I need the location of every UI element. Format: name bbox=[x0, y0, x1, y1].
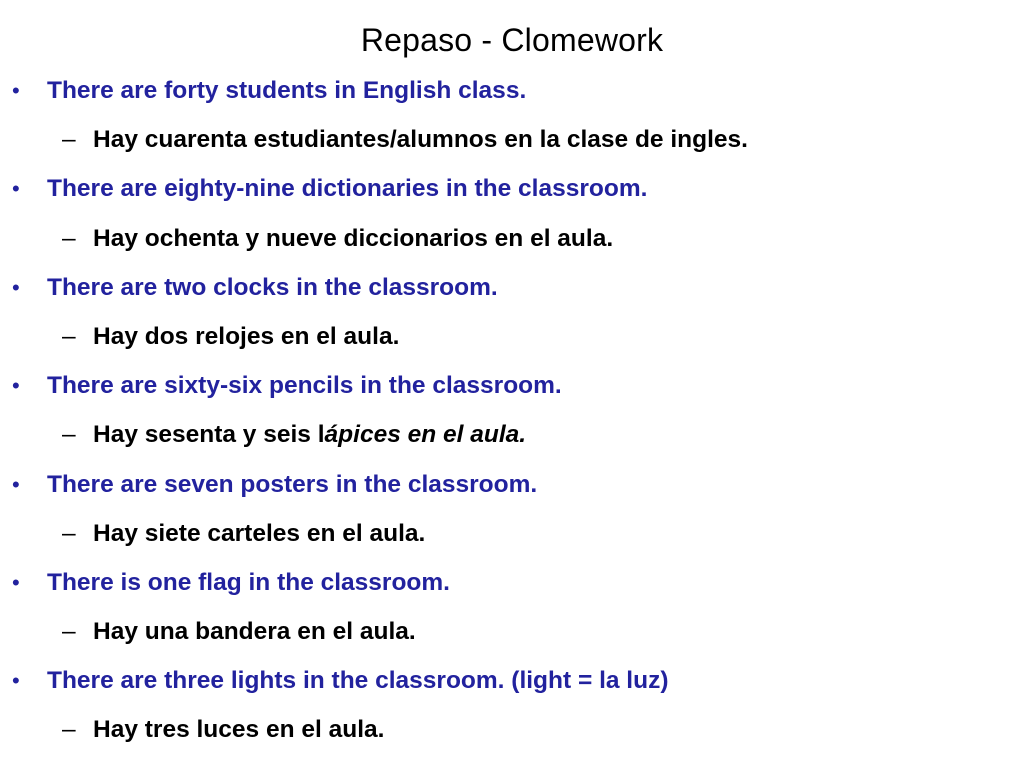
bullet-icon: • bbox=[12, 471, 20, 497]
bullet-icon: • bbox=[12, 176, 20, 202]
english-sentence-text: There is one flag in the classroom. bbox=[47, 568, 450, 596]
english-sentence-text: There are three lights in the classroom. (light = la luz) bbox=[47, 667, 669, 695]
spanish-translation-text: Hay tres luces en el aula. bbox=[93, 716, 385, 744]
spanish-translation-2 bbox=[0, 222, 1024, 271]
dash-icon: – bbox=[62, 322, 76, 350]
dash-icon: – bbox=[62, 716, 76, 744]
slide-title: Repaso - Clomework bbox=[360, 22, 664, 58]
spanish-translation-1 bbox=[0, 123, 1024, 172]
english-sentence-text: There are forty students in English class. bbox=[47, 77, 527, 104]
spanish-translation-6 bbox=[0, 615, 1024, 664]
english-sentence-1 bbox=[0, 74, 1024, 123]
bullet-list bbox=[0, 74, 1024, 763]
spanish-translation-text: Hay cuarenta estudiantes/alumnos en la clase de ingles. bbox=[93, 126, 748, 154]
dash-icon: – bbox=[62, 421, 76, 449]
bullet-icon: • bbox=[12, 78, 20, 103]
bullet-icon: • bbox=[12, 373, 20, 399]
english-sentence-5 bbox=[0, 468, 1024, 517]
spanish-translation-text: Hay una bandera en el aula. bbox=[93, 618, 416, 646]
bullet-icon: • bbox=[12, 274, 20, 300]
english-sentence-text: There are seven posters in the classroom. bbox=[47, 470, 538, 498]
spanish-translation-text: Hay siete carteles en el aula. bbox=[93, 519, 426, 547]
english-sentence-3 bbox=[0, 271, 1024, 320]
english-sentence-text: There are sixty-six pencils in the classroom. bbox=[47, 372, 562, 400]
spanish-translation-text bbox=[93, 418, 526, 452]
spanish-translation-5 bbox=[0, 517, 1024, 566]
spanish-translation-plain-part: Hay sesenta y seis l bbox=[93, 421, 325, 449]
english-sentence-4 bbox=[0, 369, 1024, 418]
english-sentence-2 bbox=[0, 172, 1024, 221]
spanish-translation-italic-part: ápices en el aula. bbox=[324, 421, 527, 449]
spanish-translation-text: Hay dos relojes en el aula. bbox=[93, 322, 400, 350]
dash-icon: – bbox=[62, 618, 76, 646]
bullet-icon: • bbox=[12, 569, 20, 595]
spanish-translation-3 bbox=[0, 320, 1024, 369]
english-sentence-text: There are two clocks in the classroom. bbox=[47, 273, 498, 301]
spanish-translation-7 bbox=[0, 713, 1024, 762]
spanish-translation-4 bbox=[0, 418, 1024, 467]
spanish-translation-text: Hay ochenta y nueve diccionarios en el aula. bbox=[93, 224, 614, 252]
english-sentence-text: There are eighty-nine dictionaries in the classroom. bbox=[47, 175, 648, 203]
dash-icon: – bbox=[62, 126, 76, 154]
english-sentence-7 bbox=[0, 664, 1024, 713]
english-sentence-6 bbox=[0, 566, 1024, 615]
dash-icon: – bbox=[62, 519, 76, 547]
dash-icon: – bbox=[62, 224, 76, 252]
bullet-icon: • bbox=[12, 668, 20, 694]
